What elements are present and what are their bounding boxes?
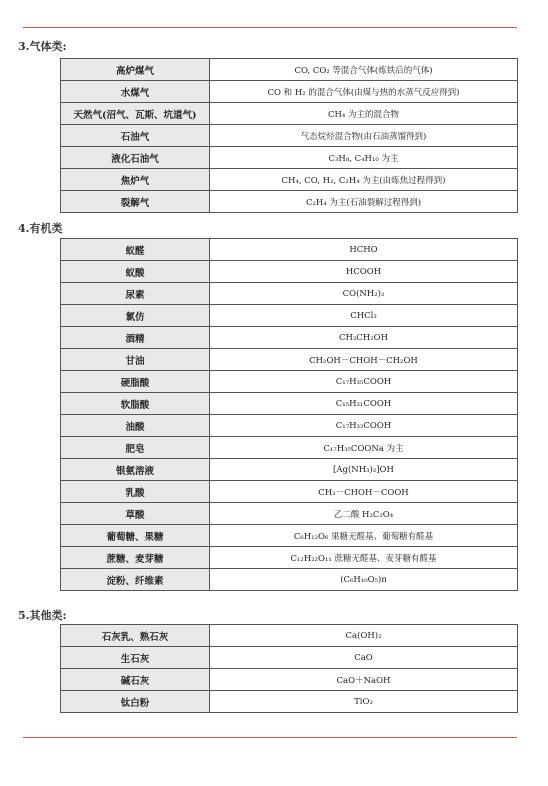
- table-row: [61, 481, 518, 503]
- table-row: [61, 59, 518, 81]
- substance-formula: C₂H₄ 为主(石油裂解过程得到): [210, 191, 518, 213]
- substance-formula: C₃H₈, C₄H₁₀ 为主: [210, 147, 518, 169]
- table-row: [61, 569, 518, 591]
- table-row: [61, 349, 518, 371]
- table-row: [61, 81, 518, 103]
- table-row: [61, 503, 518, 525]
- table-row: [61, 691, 518, 713]
- substance-formula: 乙二酸 H₂C₂O₄: [210, 503, 518, 525]
- substance-formula: Ca(OH)₂: [210, 625, 518, 647]
- organics-table: [60, 238, 518, 591]
- substance-formula: CHCl₃: [210, 305, 518, 327]
- substance-formula: 气态烷烃混合物(由石油蒸馏得到): [210, 125, 518, 147]
- substance-formula: CH₃－CHOH－COOH: [210, 481, 518, 503]
- substance-name: 软脂酸: [61, 393, 210, 415]
- substance-formula: (C₆H₁₀O₅)n: [210, 569, 518, 591]
- substance-formula: CO(NH₂)₂: [210, 283, 518, 305]
- substance-formula: C₁₂H₂₂O₁₁ 蔗糖无醛基、麦芽糖有醛基: [210, 547, 518, 569]
- substance-formula: CO, CO₂ 等混合气体(炼铁后的气体): [210, 59, 518, 81]
- substance-name: 肥皂: [61, 437, 210, 459]
- substance-name: 蚁醛: [61, 239, 210, 261]
- table-row: [61, 261, 518, 283]
- substance-formula: C₆H₁₂O₆ 果糖无醛基、葡萄糖有醛基: [210, 525, 518, 547]
- table-row: [61, 191, 518, 213]
- table-row: [61, 125, 518, 147]
- substance-name: 石油气: [61, 125, 210, 147]
- substance-formula: CH₄, CO, H₂, C₂H₄ 为主(由炼焦过程得到): [210, 169, 518, 191]
- substance-name: 生石灰: [61, 647, 210, 669]
- substance-formula: CO 和 H₂ 的混合气体(由煤与热的水蒸气反应得到): [210, 81, 518, 103]
- substance-formula: C₁₇H₃₃COOH: [210, 415, 518, 437]
- top-divider: [23, 27, 517, 28]
- table-row: [61, 647, 518, 669]
- table-row: [61, 415, 518, 437]
- substance-formula: CH₄ 为主的混合物: [210, 103, 518, 125]
- substance-formula: C₁₅H₃₁COOH: [210, 393, 518, 415]
- substance-name: 氯仿: [61, 305, 210, 327]
- table-row: [61, 625, 518, 647]
- substance-name: 草酸: [61, 503, 210, 525]
- table-row: [61, 169, 518, 191]
- substance-name: 甘油: [61, 349, 210, 371]
- bottom-divider: [23, 737, 517, 738]
- substance-name: 油酸: [61, 415, 210, 437]
- substance-name: 硬脂酸: [61, 371, 210, 393]
- table-row: [61, 437, 518, 459]
- substance-name: 高炉煤气: [61, 59, 210, 81]
- substance-name: 水煤气: [61, 81, 210, 103]
- table-row: [61, 525, 518, 547]
- substance-name: 淀粉、纤维素: [61, 569, 210, 591]
- section-title-gases: 3.气体类:: [18, 40, 67, 53]
- table-row: [61, 103, 518, 125]
- substance-formula: C₁₇H₃₅COOH: [210, 371, 518, 393]
- substance-formula: CH₃CH₂OH: [210, 327, 518, 349]
- table-row: [61, 147, 518, 169]
- gases-table: [60, 58, 518, 213]
- substance-name: 蚁酸: [61, 261, 210, 283]
- substance-name: 焦炉气: [61, 169, 210, 191]
- substance-formula: HCHO: [210, 239, 518, 261]
- substance-name: 酒精: [61, 327, 210, 349]
- substance-name: 碱石灰: [61, 669, 210, 691]
- substance-name: 乳酸: [61, 481, 210, 503]
- section-title-organics: 4.有机类: [18, 222, 63, 235]
- substance-name: 尿素: [61, 283, 210, 305]
- table-row: [61, 327, 518, 349]
- substance-formula: HCOOH: [210, 261, 518, 283]
- substance-formula: [Ag(NH₃)₂]OH: [210, 459, 518, 481]
- table-row: [61, 283, 518, 305]
- others-table: [60, 624, 518, 713]
- table-row: [61, 459, 518, 481]
- substance-name: 钛白粉: [61, 691, 210, 713]
- table-row: [61, 239, 518, 261]
- substance-name: 石灰乳、熟石灰: [61, 625, 210, 647]
- substance-name: 葡萄糖、果糖: [61, 525, 210, 547]
- substance-name: 液化石油气: [61, 147, 210, 169]
- table-row: [61, 669, 518, 691]
- substance-formula: CaO: [210, 647, 518, 669]
- substance-formula: TiO₂: [210, 691, 518, 713]
- substance-name: 裂解气: [61, 191, 210, 213]
- substance-name: 蔗糖、麦芽糖: [61, 547, 210, 569]
- table-row: [61, 305, 518, 327]
- substance-name: 天然气(沼气、瓦斯、坑道气): [61, 103, 210, 125]
- table-row: [61, 393, 518, 415]
- table-row: [61, 371, 518, 393]
- substance-formula: CaO＋NaOH: [210, 669, 518, 691]
- substance-name: 银氨溶液: [61, 459, 210, 481]
- table-row: [61, 547, 518, 569]
- section-title-others: 5.其他类:: [18, 609, 67, 622]
- substance-formula: C₁₇H₃₅COONa 为主: [210, 437, 518, 459]
- substance-formula: CH₂OH－CHOH－CH₂OH: [210, 349, 518, 371]
